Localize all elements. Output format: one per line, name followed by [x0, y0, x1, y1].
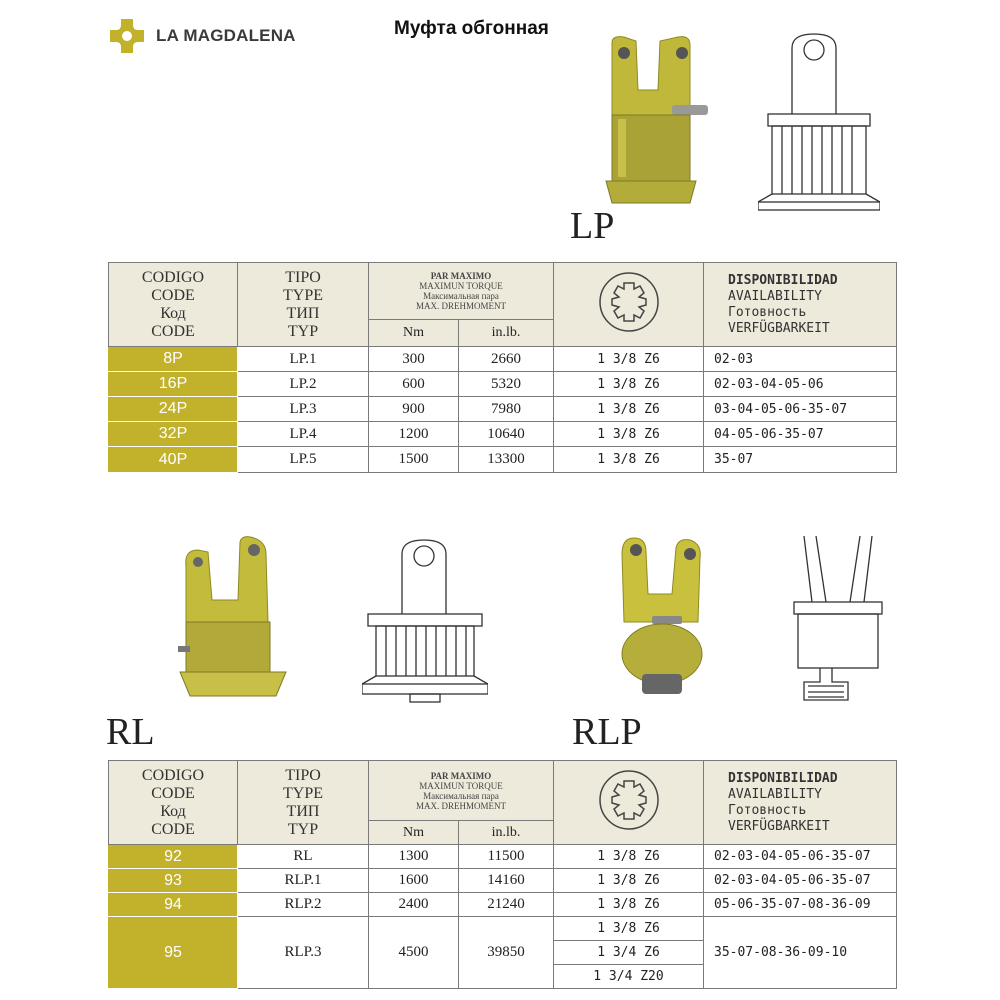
rl-product-photo	[176, 536, 298, 700]
table-row	[109, 372, 897, 397]
shaft-cell: 1 3/8 Z6	[554, 869, 704, 893]
type-cell: RLP.1	[238, 869, 369, 893]
rlp-technical-drawing	[790, 536, 886, 706]
type-cell: RL	[238, 845, 369, 869]
header-codigo: CODIGO CODE Код CODE	[109, 263, 238, 347]
header-torque: PAR MAXIMO MAXIMUN TORQUE Максимальная пара MAX. DREHMOMENT	[369, 761, 554, 821]
type-cell: LP.2	[238, 372, 369, 397]
table-row	[109, 869, 897, 893]
header-disponibilidad: DISPONIBILIDAD AVAILABILITY Готовность VERFÜGBARKEIT	[704, 263, 897, 347]
inlb-cell: 21240	[459, 893, 554, 917]
header-unit-nm: Nm	[369, 320, 459, 347]
avail-cell: 02-03-04-05-06-35-07	[704, 869, 897, 893]
code-cell: 24P	[109, 397, 238, 422]
spec-table-lp	[108, 262, 897, 473]
shaft-cell: 1 3/8 Z6	[554, 845, 704, 869]
nm-cell: 1500	[369, 447, 459, 473]
shaft-cell: 1 3/8 Z6	[554, 893, 704, 917]
avail-cell: 02-03	[704, 347, 897, 372]
type-cell: LP.5	[238, 447, 369, 473]
model-label-rlp: RLP	[572, 711, 642, 753]
inlb-cell: 7980	[459, 397, 554, 422]
nm-cell: 600	[369, 372, 459, 397]
nm-cell: 1200	[369, 422, 459, 447]
spline-profile-icon	[596, 767, 662, 833]
table-row	[109, 845, 897, 869]
spec-table-rl-rlp	[108, 760, 897, 989]
header-unit-inlb: in.lb.	[459, 320, 554, 347]
avail-cell: 03-04-05-06-35-07	[704, 397, 897, 422]
nm-cell: 1600	[369, 869, 459, 893]
shaft-cell-multi	[554, 917, 704, 989]
inlb-cell: 2660	[459, 347, 554, 372]
avail-cell: 35-07	[704, 447, 897, 473]
inlb-cell: 11500	[459, 845, 554, 869]
table-row	[109, 347, 897, 372]
rlp-product-photo	[612, 534, 710, 696]
inlb-cell: 13300	[459, 447, 554, 473]
inlb-cell: 10640	[459, 422, 554, 447]
shaft-option: 1 3/4 Z20	[554, 964, 703, 988]
shaft-cell: 1 3/8 Z6	[554, 372, 704, 397]
table-row	[109, 422, 897, 447]
header-torque: PAR MAXIMO MAXIMUN TORQUE Максимальная пара MAX. DREHMOMENT	[369, 263, 554, 320]
avail-cell: 35-07-08-36-09-10	[704, 917, 897, 989]
inlb-cell: 39850	[459, 917, 554, 989]
shaft-cell: 1 3/8 Z6	[554, 397, 704, 422]
header-codigo: CODIGO CODE Код CODE	[109, 761, 238, 845]
spline-profile-icon	[596, 269, 662, 335]
shaft-cell: 1 3/8 Z6	[554, 422, 704, 447]
lp-technical-drawing	[758, 30, 880, 212]
type-cell: RLP.2	[238, 893, 369, 917]
inlb-cell: 14160	[459, 869, 554, 893]
code-cell: 8P	[109, 347, 238, 372]
table-row	[109, 893, 897, 917]
header-tipo: TIPO TYPE ТИП TYP	[238, 761, 369, 845]
header-tipo: TIPO TYPE ТИП TYP	[238, 263, 369, 347]
nm-cell: 300	[369, 347, 459, 372]
avail-cell: 02-03-04-05-06-35-07	[704, 845, 897, 869]
shaft-cell: 1 3/8 Z6	[554, 447, 704, 473]
code-cell: 94	[109, 893, 238, 917]
nm-cell: 4500	[369, 917, 459, 989]
type-cell: RLP.3	[238, 917, 369, 989]
inlb-cell: 5320	[459, 372, 554, 397]
code-cell: 32P	[109, 422, 238, 447]
table-row	[109, 397, 897, 422]
nm-cell: 1300	[369, 845, 459, 869]
avail-cell: 05-06-35-07-08-36-09	[704, 893, 897, 917]
code-cell: 16P	[109, 372, 238, 397]
code-cell: 93	[109, 869, 238, 893]
type-cell: LP.1	[238, 347, 369, 372]
nm-cell: 2400	[369, 893, 459, 917]
shaft-option: 1 3/8 Z6	[597, 921, 660, 936]
header-shaft	[554, 761, 704, 845]
type-cell: LP.4	[238, 422, 369, 447]
type-cell: LP.3	[238, 397, 369, 422]
header-shaft	[554, 263, 704, 347]
nm-cell: 900	[369, 397, 459, 422]
cross-logo-icon	[108, 17, 146, 55]
avail-cell: 02-03-04-05-06	[704, 372, 897, 397]
header-unit-inlb: in.lb.	[459, 821, 554, 845]
avail-cell: 04-05-06-35-07	[704, 422, 897, 447]
header-unit-nm: Nm	[369, 821, 459, 845]
page-title: Муфта обгонная	[394, 18, 549, 39]
shaft-option: 1 3/4 Z6	[554, 940, 703, 964]
code-cell: 95	[109, 917, 238, 989]
rl-technical-drawing	[362, 536, 488, 704]
model-label-rl: RL	[106, 711, 155, 753]
table-row	[109, 917, 897, 989]
header-disponibilidad: DISPONIBILIDAD AVAILABILITY Готовность VERFÜGBARKEIT	[704, 761, 897, 845]
brand-name: LA MAGDALENA	[156, 26, 296, 45]
brand	[108, 17, 296, 55]
table-row	[109, 447, 897, 473]
code-cell: 92	[109, 845, 238, 869]
shaft-cell: 1 3/8 Z6	[554, 347, 704, 372]
code-cell: 40P	[109, 447, 238, 473]
model-label-lp: LP	[570, 205, 615, 247]
lp-product-photo	[598, 35, 716, 205]
